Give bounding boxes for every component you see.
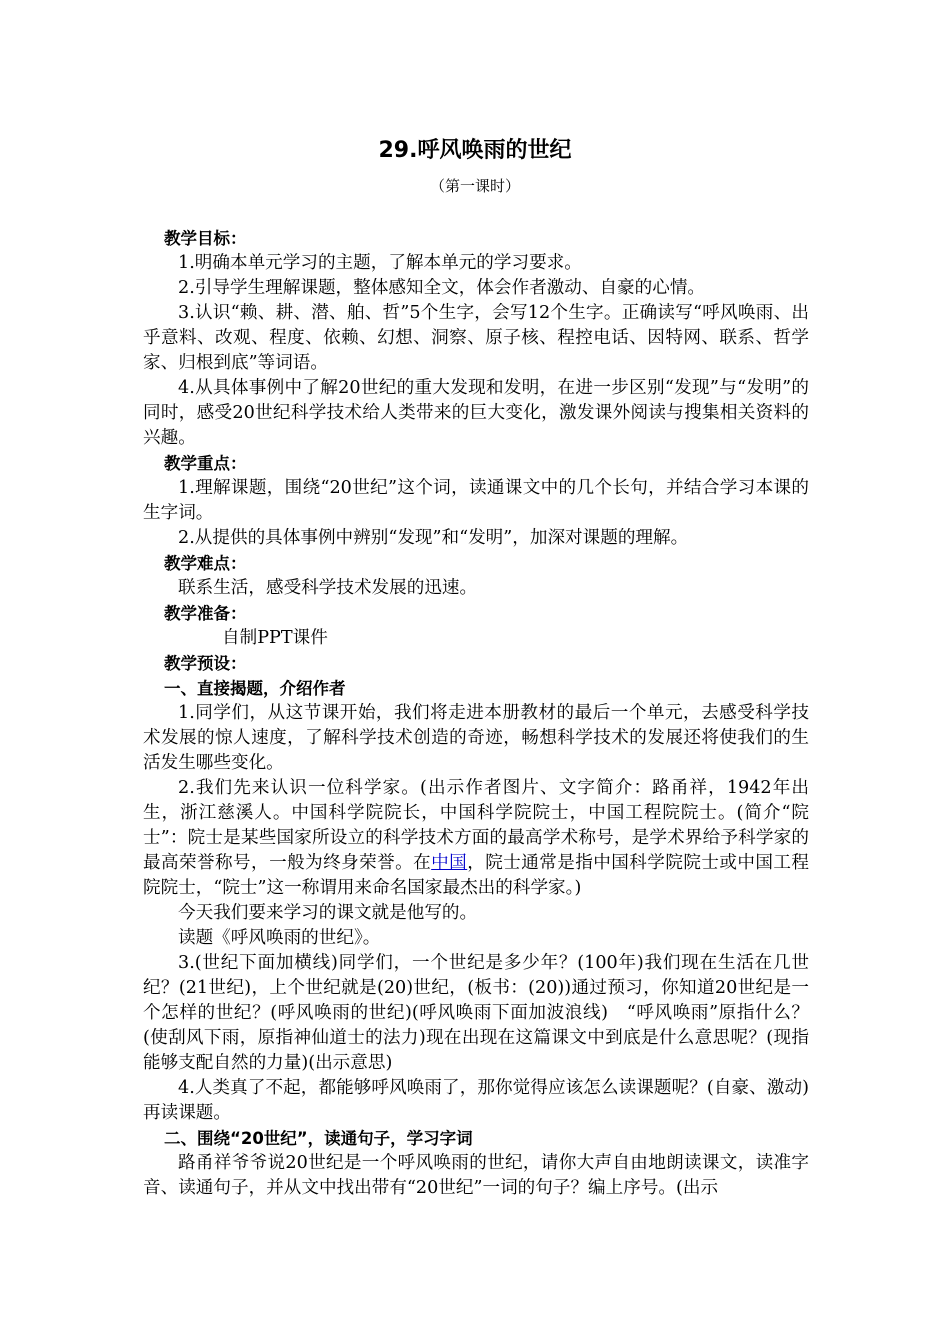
objective-item: 4.从具体事例中了解20世纪的重大发现和发明，在进一步区别“发现”与“发明”的同时，感受20世纪科学技术给人类带来的巨大变化，激发课外阅读与搜集相关资料的兴趣。 xyxy=(143,378,809,448)
section2-heading: 二、围绕“20世纪”，读通句子，学习字词 xyxy=(164,1129,473,1148)
section1-paragraph: 读题《呼风唤雨的世纪》。 xyxy=(178,928,381,948)
document-title: 29.呼风唤雨的世纪 xyxy=(378,138,572,163)
section1-paragraph: 今天我们要来学习的课文就是他写的。 xyxy=(178,903,478,923)
objective-item: 3.认识“赖、耕、潜、舶、哲”5个生字，会写12个生字。正确读写“呼风唤雨、出乎意料、改观、程度、依赖、幻想、洞察、原子核、程控电话、因特网、联系、哲学家、归根到底”等词语。 xyxy=(143,303,809,373)
china-link[interactable]: 中国 xyxy=(431,853,468,873)
objective-item: 2.引导学生理解课题，整体感知全文，体会作者激动、自豪的心情。 xyxy=(178,278,706,298)
objective-item: 1.明确本单元学习的主题，了解本单元的学习要求。 xyxy=(178,253,582,273)
key-point-item: 2.从提供的具体事例中辨别“发现”和“发明”，加深对课题的理解。 xyxy=(178,528,689,548)
difficulty-text: 联系生活，感受科学技术发展的迅速。 xyxy=(178,578,478,598)
section1-paragraph: 1.同学们，从这节课开始，我们将走进本册教材的最后一个单元，去感受科学技术发展的惊人速度，了解科学技术创造的奇迹，畅想科学技术的发展还将使我们的生活发生哪些变化。 xyxy=(143,703,809,773)
preparation-text: 自制PPT课件 xyxy=(222,628,328,648)
section1-p2-text: 2.我们先来认识一位科学家。(出示作者图片、文字简介：路甬祥，1942年出生，浙江慈溪人。中国科学院院长，中国科学院院士，中国工程院院士。(简介“院士”：院士是某些国家所设立的科学技术方面的最高学术称号，是学术界给予科学家的最高荣誉称号，一般为终身荣誉。在 xyxy=(143,778,809,873)
section1-heading: 一、直接揭题，介绍作者 xyxy=(164,679,346,698)
key-points-heading: 教学重点： xyxy=(164,454,247,473)
document-body xyxy=(143,226,809,1201)
difficulty-heading: 教学难点： xyxy=(164,554,247,573)
design-heading: 教学预设： xyxy=(164,654,247,673)
section1-paragraph xyxy=(143,776,809,901)
document-subtitle: （第一课时） xyxy=(429,177,520,195)
objectives-heading: 教学目标： xyxy=(164,229,247,248)
key-point-item: 1.理解课题，围绕“20世纪”这个词，读通课文中的几个长句，并结合学习本课的生字词。 xyxy=(143,478,809,523)
section1-paragraph: 3.(世纪下面加横线)同学们，一个世纪是多少年？(100年)我们现在生活在几世纪？(21世纪)，上个世纪就是(20)世纪，(板书：(20))通过预习，你知道20世纪是一个怎样的世纪？(呼风唤雨的世纪)(呼风唤雨下面加波浪线) “呼风唤雨”原指什么？(使刮风下雨，原指神仙道士的法力)现在出现在这篇课文中到底是什么意思呢？(现指能够支配自然的力量)(出示意思) xyxy=(143,953,809,1073)
section1-p2-text-after: ，院士通常是指中国科学院院士或中国工程院院士，“院士”这一称谓用来命名国家最杰出的科学家。) xyxy=(143,853,809,898)
section1-paragraph: 4.人类真了不起，都能够呼风唤雨了，那你觉得应该怎么读课题呢？(自豪、激动)再读课题。 xyxy=(143,1078,809,1123)
preparation-heading: 教学准备： xyxy=(164,604,247,623)
section2-paragraph: 路甬祥爷爷说20世纪是一个呼风唤雨的世纪，请你大声自由地朗读课文，读准字音、读通句子，并从文中找出带有“20世纪”一词的句子？编上序号。(出示 xyxy=(143,1153,809,1198)
